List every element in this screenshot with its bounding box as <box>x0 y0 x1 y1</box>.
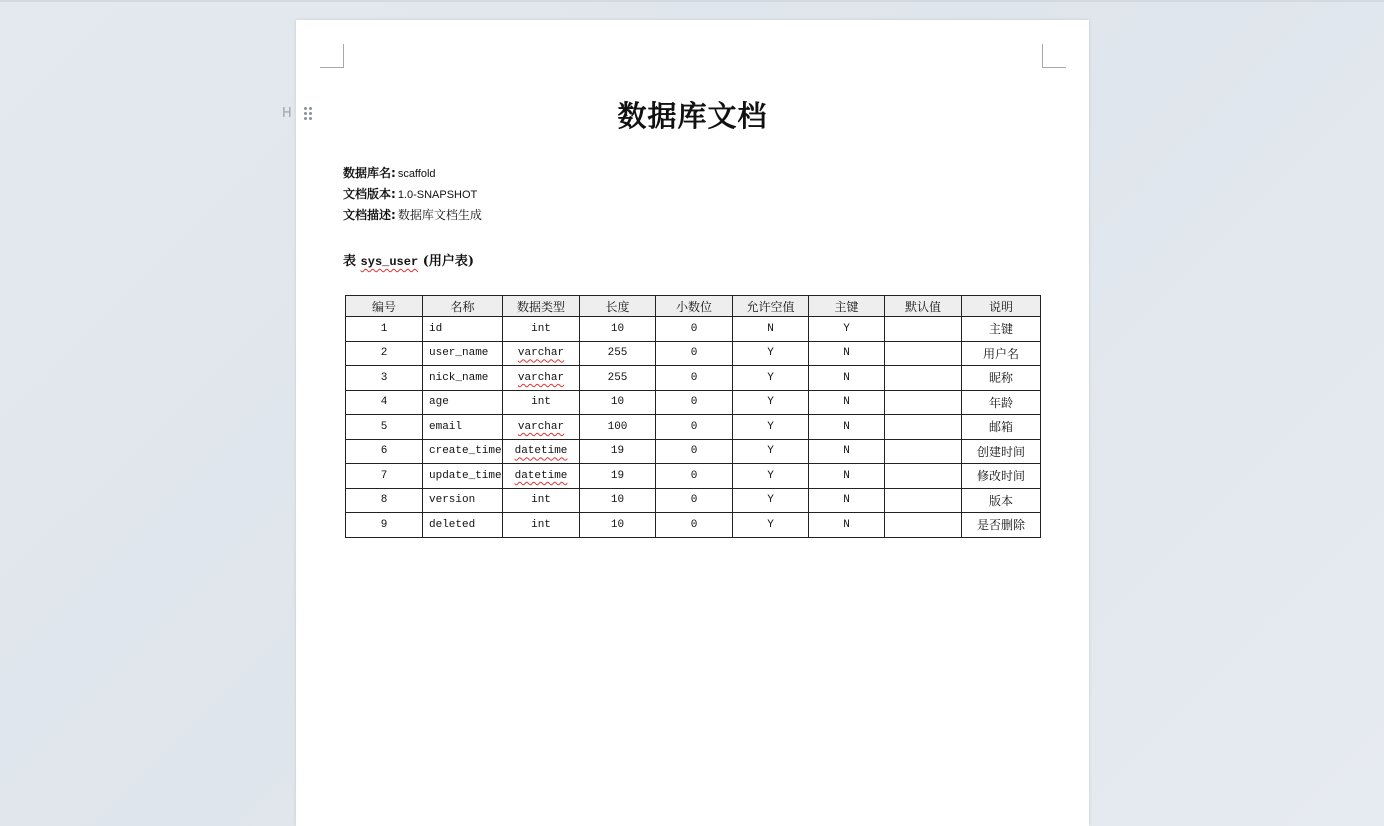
cell-default[interactable] <box>885 464 962 489</box>
cell-length[interactable]: 19 <box>580 439 656 464</box>
table-row[interactable] <box>346 488 1041 513</box>
cell-default[interactable] <box>885 341 962 366</box>
cell-nullable[interactable]: Y <box>733 366 809 391</box>
page-corner-mark-top-right <box>1042 44 1066 68</box>
cell-type[interactable] <box>503 415 580 440</box>
cell-comment[interactable]: 邮箱 <box>962 415 1041 440</box>
cell-scale[interactable]: 0 <box>656 513 733 538</box>
meta-doc-version[interactable] <box>343 185 477 202</box>
table-title-suffix: (用户表) <box>422 254 474 269</box>
cell-type[interactable]: int <box>503 317 580 342</box>
cell-scale[interactable]: 0 <box>656 390 733 415</box>
cell-no[interactable]: 5 <box>346 415 423 440</box>
cell-nullable[interactable]: Y <box>733 464 809 489</box>
page-corner-mark-top-left <box>320 44 344 68</box>
cell-length[interactable]: 10 <box>580 317 656 342</box>
meta-label: 数据库名: <box>343 166 396 180</box>
cell-pk[interactable]: Y <box>809 317 885 342</box>
cell-name[interactable]: create_time <box>423 439 503 464</box>
column-header: 说明 <box>962 296 1041 317</box>
cell-name[interactable]: age <box>423 390 503 415</box>
cell-length[interactable]: 10 <box>580 390 656 415</box>
spellcheck-text: varchar <box>517 420 565 433</box>
spellcheck-text: datetime <box>514 469 568 482</box>
column-header: 默认值 <box>885 296 962 317</box>
column-header: 长度 <box>580 296 656 317</box>
table-row[interactable] <box>346 366 1041 391</box>
cell-nullable[interactable]: Y <box>733 513 809 538</box>
cell-name[interactable]: user_name <box>423 341 503 366</box>
column-header: 名称 <box>423 296 503 317</box>
table-row[interactable] <box>346 341 1041 366</box>
table-row[interactable] <box>346 439 1041 464</box>
column-header: 主键 <box>809 296 885 317</box>
meta-value: 数据库文档生成 <box>397 208 482 222</box>
cell-no[interactable]: 7 <box>346 464 423 489</box>
document-title[interactable]: 数据库文档 <box>617 99 768 133</box>
document-page[interactable] <box>282 20 1089 826</box>
table-title-prefix: 表 <box>343 254 357 269</box>
meta-doc-description[interactable] <box>343 206 482 223</box>
cell-name[interactable]: version <box>423 488 503 513</box>
cell-scale[interactable]: 0 <box>656 317 733 342</box>
table-row[interactable] <box>346 513 1041 538</box>
table-row[interactable] <box>346 390 1041 415</box>
cell-nullable[interactable]: Y <box>733 341 809 366</box>
cell-no[interactable]: 1 <box>346 317 423 342</box>
cell-pk[interactable]: N <box>809 439 885 464</box>
cell-comment[interactable]: 版本 <box>962 488 1041 513</box>
column-header: 允许空值 <box>733 296 809 317</box>
column-header: 编号 <box>346 296 423 317</box>
column-header: 小数位 <box>656 296 733 317</box>
cell-nullable[interactable]: N <box>733 317 809 342</box>
column-header: 数据类型 <box>503 296 580 317</box>
cell-comment[interactable]: 主键 <box>962 317 1041 342</box>
cell-nullable[interactable]: Y <box>733 390 809 415</box>
cell-name[interactable]: email <box>423 415 503 440</box>
cell-scale[interactable]: 0 <box>656 488 733 513</box>
cell-pk[interactable]: N <box>809 390 885 415</box>
cell-no[interactable]: 8 <box>346 488 423 513</box>
meta-label: 文档描述: <box>343 208 396 222</box>
cell-comment[interactable]: 昵称 <box>962 366 1041 391</box>
table-row[interactable] <box>346 415 1041 440</box>
spellcheck-text: varchar <box>517 371 565 384</box>
cell-length[interactable]: 255 <box>580 366 656 391</box>
cell-default[interactable] <box>885 415 962 440</box>
cell-length[interactable]: 10 <box>580 513 656 538</box>
cell-length[interactable]: 100 <box>580 415 656 440</box>
cell-pk[interactable]: N <box>809 488 885 513</box>
cell-length[interactable]: 10 <box>580 488 656 513</box>
cell-type[interactable] <box>503 439 580 464</box>
cell-length[interactable]: 255 <box>580 341 656 366</box>
cell-scale[interactable]: 0 <box>656 366 733 391</box>
cell-comment[interactable]: 修改时间 <box>962 464 1041 489</box>
cell-type[interactable]: int <box>503 390 580 415</box>
table-name: sys_user <box>360 255 419 269</box>
cell-type[interactable] <box>503 341 580 366</box>
cell-no[interactable]: 3 <box>346 366 423 391</box>
cell-default[interactable] <box>885 317 962 342</box>
cell-name[interactable]: nick_name <box>423 366 503 391</box>
cell-no[interactable]: 2 <box>346 341 423 366</box>
table-title[interactable] <box>343 250 474 269</box>
meta-db-name[interactable] <box>343 164 436 181</box>
meta-label: 文档版本: <box>343 187 396 201</box>
cell-pk[interactable]: N <box>809 464 885 489</box>
cell-name[interactable]: update_time <box>423 464 503 489</box>
cell-pk[interactable]: N <box>809 341 885 366</box>
cell-scale[interactable]: 0 <box>656 439 733 464</box>
spellcheck-text: datetime <box>514 445 568 458</box>
heading-style-hint: H <box>282 106 292 121</box>
table-row[interactable] <box>346 464 1041 489</box>
cell-pk[interactable]: N <box>809 366 885 391</box>
cell-default[interactable] <box>885 513 962 538</box>
cell-comment[interactable]: 年龄 <box>962 390 1041 415</box>
cell-scale[interactable]: 0 <box>656 464 733 489</box>
cell-no[interactable]: 9 <box>346 513 423 538</box>
table-row[interactable] <box>346 317 1041 342</box>
meta-value: 1.0-SNAPSHOT <box>397 189 478 201</box>
window-top-border <box>0 0 1384 2</box>
cell-name[interactable]: id <box>423 317 503 342</box>
cell-type[interactable] <box>503 366 580 391</box>
cell-default[interactable] <box>885 439 962 464</box>
cell-scale[interactable]: 0 <box>656 341 733 366</box>
columns-table[interactable] <box>345 295 1041 538</box>
cell-scale[interactable]: 0 <box>656 415 733 440</box>
cell-pk[interactable]: N <box>809 415 885 440</box>
table-header-row <box>346 296 1041 317</box>
spellcheck-text: varchar <box>517 347 565 360</box>
cell-nullable[interactable]: Y <box>733 488 809 513</box>
cell-length[interactable]: 19 <box>580 464 656 489</box>
cell-no[interactable]: 6 <box>346 439 423 464</box>
cell-comment[interactable]: 是否删除 <box>962 513 1041 538</box>
cell-type[interactable] <box>503 464 580 489</box>
cell-type[interactable]: int <box>503 488 580 513</box>
cell-default[interactable] <box>885 488 962 513</box>
meta-value: scaffold <box>397 168 436 180</box>
cell-nullable[interactable]: Y <box>733 415 809 440</box>
cell-comment[interactable]: 用户名 <box>962 341 1041 366</box>
cell-pk[interactable]: N <box>809 513 885 538</box>
cell-name[interactable]: deleted <box>423 513 503 538</box>
cell-default[interactable] <box>885 390 962 415</box>
cell-comment[interactable]: 创建时间 <box>962 439 1041 464</box>
cell-nullable[interactable]: Y <box>733 439 809 464</box>
cell-default[interactable] <box>885 366 962 391</box>
cell-no[interactable]: 4 <box>346 390 423 415</box>
cell-type[interactable]: int <box>503 513 580 538</box>
